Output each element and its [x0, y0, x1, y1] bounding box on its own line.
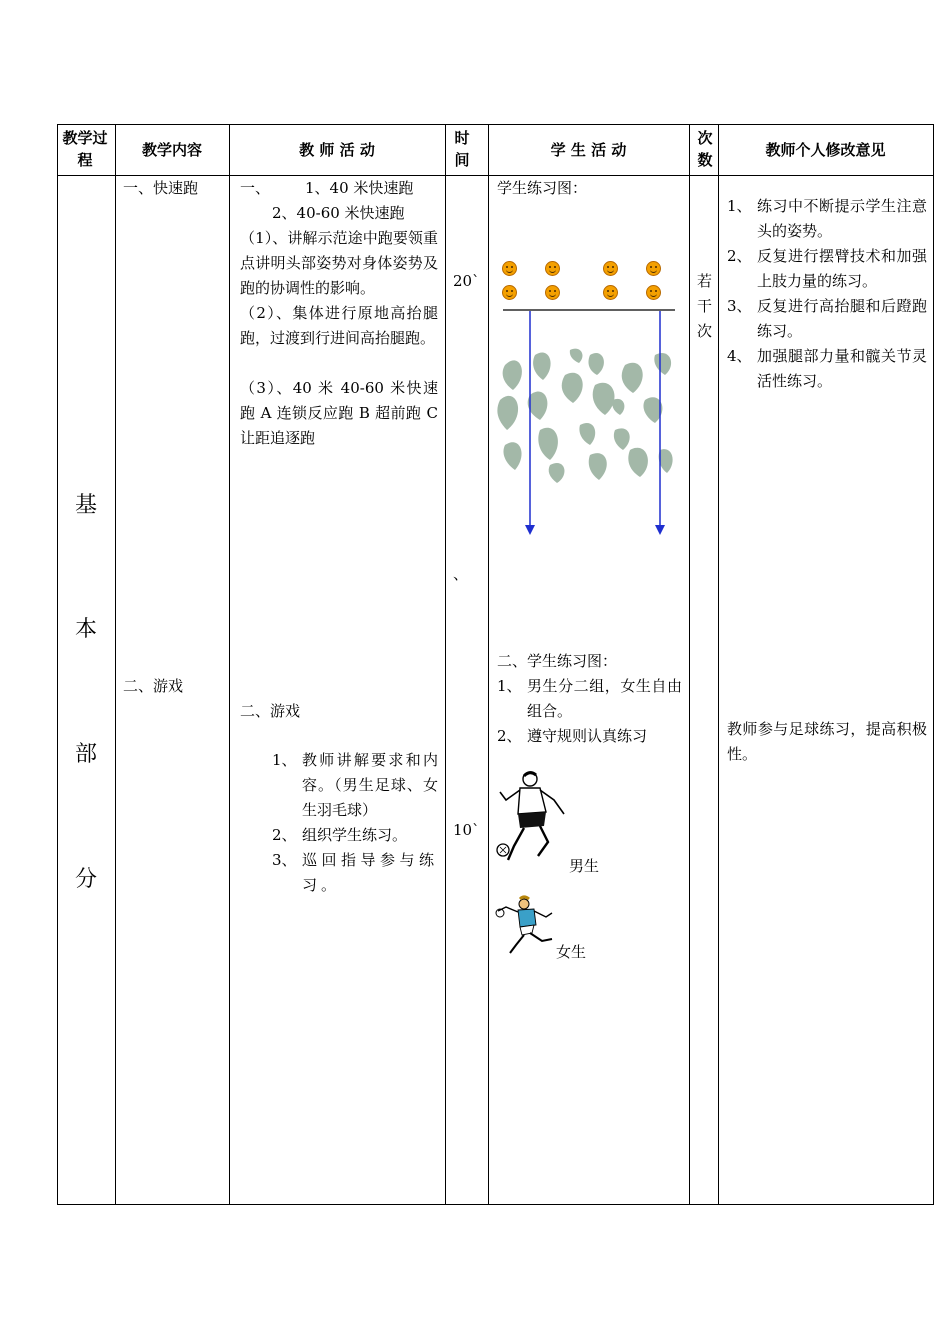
teacher-paragraph: （1）、讲解示范途中跑要领重点讲明头部姿势对身体姿势及跑的协调性的影响。 — [240, 229, 438, 297]
list-item — [727, 244, 927, 294]
student-diagram-title: 学生练习图： — [497, 179, 588, 197]
teacher-paragraph: （2）、集体进行原地高抬腿跑，过渡到行进间高抬腿跑。 — [240, 304, 438, 347]
col-divider — [488, 124, 489, 1205]
header-teacher: 教 师 活 动 — [299, 141, 375, 159]
student-icon — [502, 261, 517, 276]
notes-paragraph: 教师参与足球练习，提高积极性。 — [727, 720, 927, 763]
list-number: 1、 — [727, 197, 752, 215]
student-icon — [646, 261, 661, 276]
arrow-head-icon — [655, 525, 665, 535]
col-divider — [229, 124, 230, 1205]
col-divider — [115, 124, 116, 1205]
student-title-2: 二、学生练习图： — [497, 652, 618, 670]
teacher-line: 一、 — [240, 179, 271, 197]
section-char: 分 — [74, 867, 97, 892]
teacher-game-list — [272, 748, 438, 898]
list-item — [727, 294, 927, 344]
teacher-line: 1、40 米快速跑 — [305, 179, 414, 197]
list-text: 加强腿部力量和髋关节灵活性练习。 — [757, 347, 927, 390]
girls-label: 女生 — [556, 943, 587, 961]
header-count: 次数 — [697, 129, 713, 169]
list-item — [497, 674, 682, 724]
notes-list — [727, 194, 927, 394]
col-divider — [718, 124, 719, 1205]
list-number: 1、 — [272, 751, 297, 769]
time-mark: 、 — [453, 565, 469, 583]
list-text: 巡回指导参与练习。 — [302, 851, 438, 894]
list-item — [727, 344, 927, 394]
col-divider — [689, 124, 690, 1205]
list-text: 教师讲解要求和内容。（男生足球、女生羽毛球） — [302, 751, 438, 819]
list-number: 2、 — [497, 727, 522, 745]
content-item-game: 二、游戏 — [123, 677, 184, 695]
leaf-pattern — [497, 349, 672, 483]
table-bottom-border — [57, 1204, 934, 1205]
list-text: 男生分二组，女生自由组合。 — [527, 677, 682, 720]
list-text: 反复进行高抬腿和后蹬跑练习。 — [757, 297, 927, 340]
list-text: 练习中不断提示学生注意头的姿势。 — [757, 197, 927, 240]
student-icon — [545, 285, 560, 300]
section-char: 本 — [74, 617, 97, 642]
soccer-player-icon — [494, 770, 570, 870]
col-divider — [933, 124, 934, 1205]
list-number: 3、 — [272, 851, 297, 869]
list-number: 4、 — [727, 347, 752, 365]
badminton-player-icon — [494, 895, 558, 957]
list-number: 1、 — [497, 677, 522, 695]
list-item — [497, 724, 682, 749]
list-text: 组织学生练习。 — [302, 826, 408, 844]
count-char: 若 — [697, 272, 713, 290]
time-value: 20` — [453, 272, 480, 290]
running-lanes-svg — [495, 305, 685, 540]
boys-label: 男生 — [569, 857, 600, 875]
content-item-sprint: 一、快速跑 — [123, 179, 199, 197]
teacher-paragraph: （3）、40 米 40-60 米快速跑 A 连锁反应跑 B 超前跑 C 让距追逐跑 — [240, 379, 438, 447]
time-value: 10` — [453, 821, 480, 839]
header-time: 时间 — [454, 129, 470, 169]
list-item — [727, 194, 927, 244]
list-text: 遵守规则认真练习 — [527, 727, 648, 745]
student-icon — [646, 285, 661, 300]
header-notes: 教师个人修改意见 — [765, 141, 886, 159]
student-list — [497, 674, 682, 749]
list-item — [272, 848, 438, 898]
student-icon — [502, 285, 517, 300]
list-text: 反复进行摆臂技术和加强上肢力量的练习。 — [757, 247, 927, 290]
student-icon — [545, 261, 560, 276]
list-number: 2、 — [272, 826, 297, 844]
section-char: 基 — [74, 493, 97, 518]
teacher-game-title: 二、游戏 — [240, 702, 301, 720]
header-process: 教学过程 — [62, 129, 108, 169]
count-char: 次 — [697, 322, 713, 340]
list-number: 3、 — [727, 297, 752, 315]
list-number: 2、 — [727, 247, 752, 265]
teacher-line: 2、40-60 米快速跑 — [272, 204, 405, 222]
col-divider — [445, 124, 446, 1205]
header-content: 教学内容 — [141, 141, 202, 159]
student-icon — [603, 261, 618, 276]
list-item — [272, 748, 438, 823]
header-student: 学 生 活 动 — [550, 141, 627, 159]
table-top-border — [57, 124, 934, 125]
arrow-head-icon — [525, 525, 535, 535]
student-icon — [603, 285, 618, 300]
col-divider — [57, 124, 58, 1205]
list-item — [272, 823, 438, 848]
count-char: 干 — [697, 297, 713, 315]
section-char: 部 — [74, 742, 97, 767]
